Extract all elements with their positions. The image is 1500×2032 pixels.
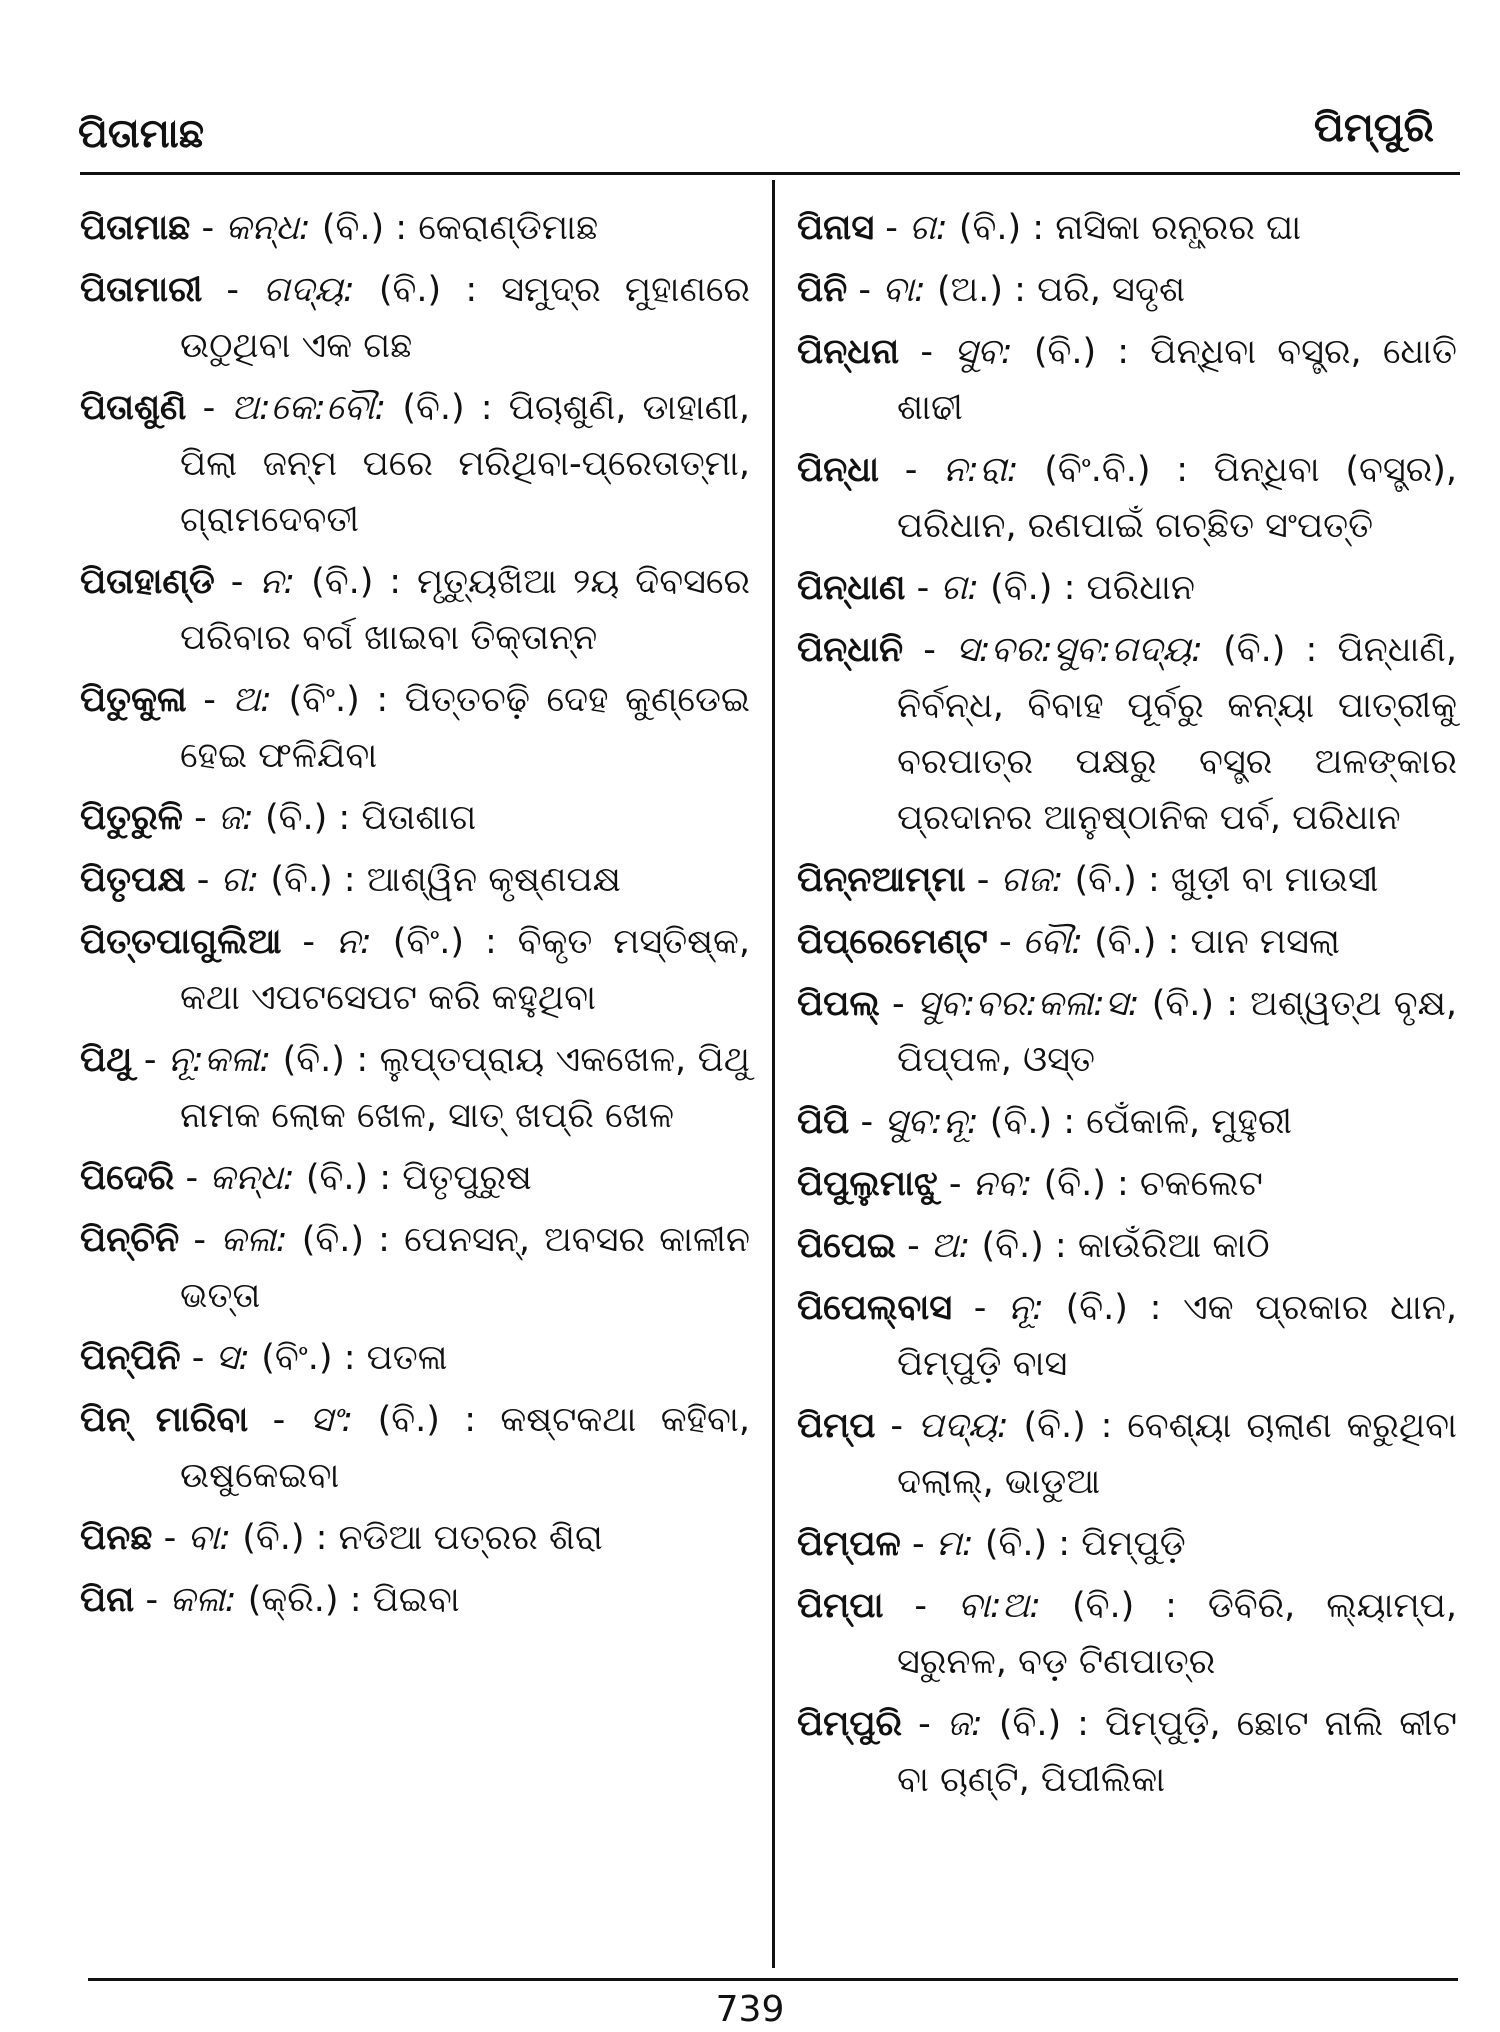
dictionary-entry: ପିନ୍ନଆମ୍ମା - ଗଜ: (ବି.) : ଖୁଡ଼ୀ ବା ମାଉସୀ bbox=[797, 860, 1379, 900]
meaning: ପରିଧାନ bbox=[1086, 568, 1196, 608]
headword: ପିନ୍ନଆମ୍ମା bbox=[797, 860, 966, 900]
region-abbreviation: ଅ: bbox=[930, 1226, 971, 1266]
header-right-guide-word: ପିମ୍ପୁରି bbox=[1313, 105, 1434, 151]
meaning: ଡିବିରି, ଲ୍ୟାମ୍ପ, ସରୁନଳ, ବଡ଼ ଟିଣପାତ୍ର bbox=[897, 1586, 1457, 1682]
dictionary-entry: ପିପେଲ୍‌ବାସ - ନୂ: (ବି.) : ଏକ ପ୍ରକାର ଧାନ, ପିମ୍ପୁଡ଼ି ବାସ bbox=[797, 1288, 1457, 1384]
meaning: ଚକଲେଟ bbox=[1139, 1164, 1263, 1204]
dictionary-entry: ପିନା - କଳା: (କ୍ରି.) : ପିଇବା bbox=[80, 1580, 460, 1620]
region-abbreviation: ଗ: bbox=[940, 568, 980, 608]
dictionary-entry: ପିନି - ବା: (ଅ.) : ପରି, ସଦୃଶ bbox=[797, 270, 1185, 310]
dictionary-entry: ପିଥୁ - ନୂ:କଳା: (ବି.) : ଲୁପ୍ତପ୍ରାୟ ଏକଖେଳ, ପିଥୁ ନାମକ ଲୋକ ଖେଳ, ସାତ୍ ଖପ୍ରି ଖେଳ bbox=[80, 1040, 750, 1136]
dictionary-entry: ପିପି - ସୁବ:ନୂ: (ବି.) : ପେଁକାଳି, ମୁହୁରୀ bbox=[797, 1102, 1292, 1142]
page-number: 739 bbox=[715, 1989, 785, 2030]
meaning: ପିନ୍ଧିବା (ବସ୍ତ୍ର), ପରିଧାନ, ରଣପାଇଁ ଗଚ୍ଛିତ ସଂପତ୍ତି bbox=[897, 450, 1457, 546]
headword: ପିନଛ bbox=[80, 1518, 153, 1558]
region-abbreviation: କଳା: bbox=[220, 1220, 288, 1260]
headword: ପିମ୍ପ bbox=[797, 1406, 876, 1446]
meaning: ପିମ୍ପୁଡ଼ି bbox=[1081, 1524, 1186, 1564]
dictionary-entry: ପିନଛ - ବା: (ବି.) : ନଡିଆ ପତ୍ରର ଶିରା bbox=[80, 1518, 603, 1558]
meaning: ପିତ୍ତଚଢ଼ି ଦେହ କୁଣ୍ଡେଇ ହେଇ ଫଳିଯିବା bbox=[180, 680, 750, 776]
part-of-speech: (ବିଂ.ବି.) bbox=[1044, 450, 1151, 490]
dictionary-entry: ପିଦେରି - କନ୍ଧ: (ବି.) : ପିତୃପୁରୁଷ bbox=[80, 1158, 532, 1198]
part-of-speech: (ବି.) bbox=[378, 270, 442, 310]
region-abbreviation: ମ: bbox=[935, 1524, 974, 1564]
headword: ପିପେଲ୍‌ବାସ bbox=[797, 1288, 953, 1328]
dictionary-entry: ପିନ୍‌ପିନି - ସ: (ବିଂ.) : ପତଳା bbox=[80, 1338, 448, 1378]
part-of-speech: (ବି.) bbox=[282, 1040, 345, 1080]
meaning: ପେନସନ୍, ଅବସର କାଳୀନ ଭତ୍ତା bbox=[180, 1220, 750, 1316]
part-of-speech: (ବି.) bbox=[311, 562, 374, 602]
region-abbreviation: ସୁବ:ନୂ: bbox=[884, 1102, 979, 1142]
headword: ପିନି bbox=[797, 270, 848, 310]
region-abbreviation: ଅ:କେ:ବୌ: bbox=[231, 388, 387, 428]
headword: ପିନ୍ଧା bbox=[797, 450, 879, 490]
part-of-speech: (ଅ.) bbox=[936, 270, 1004, 310]
headword: ପିପୁଲୁମାଝୁ bbox=[797, 1164, 938, 1204]
headword: ପିତ୍ତପାଗୁଲିଆ bbox=[80, 922, 282, 962]
meaning: ପିଚାଶୁଣି, ଡାହାଣୀ, ପିଲା ଜନ୍ମ ପରେ ମରିଥିବା-ପ୍ରେତାତ୍ମା, ଗ୍ରାମଦେବତୀ bbox=[180, 388, 750, 540]
meaning: ପିତୃପୁରୁଷ bbox=[402, 1158, 532, 1198]
part-of-speech: (ବି.) bbox=[1151, 984, 1215, 1024]
header-left-guide-word: ପିତାମାଛ bbox=[78, 111, 205, 157]
meaning: ଖୁଡ଼ୀ ବା ମାଉସୀ bbox=[1170, 860, 1379, 900]
dictionary-entry: ପିତାହାଣ୍ଡି - ନ: (ବି.) : ମୃତ୍ୟୁଖିଆ ୨ୟ ଦିବସରେ ପରିବାର ବର୍ଗ ଖାଇବା ତିକ୍ତାନ୍ନ bbox=[80, 562, 750, 658]
headword: ପିନ୍ଧାଣ bbox=[797, 568, 906, 608]
meaning: ପିନ୍ଧାଣି, ନିର୍ବନ୍ଧ, ବିବାହ ପୂର୍ବରୁ କନ୍ୟା ପାତ୍ରୀକୁ ବରପାତ୍ର ପକ୍ଷରୁ ବସ୍ତ୍ର ଅଳଙ୍କାର ପ୍ରଦାନର ଆନୁଷ୍ଠାନିକ ପର୍ବ, ପରିଧାନ bbox=[897, 630, 1457, 838]
region-abbreviation: ନ:ରା: bbox=[943, 450, 1019, 490]
part-of-speech: (ବି.) bbox=[1043, 1164, 1106, 1204]
region-abbreviation: କନ୍ଧ: bbox=[209, 1158, 295, 1198]
meaning: ନାସିକା ରନ୍ଧ୍ରର ଘା bbox=[1055, 208, 1302, 248]
part-of-speech: (ବି.) bbox=[305, 1158, 369, 1198]
part-of-speech: (ବିଂ.) bbox=[288, 680, 360, 720]
part-of-speech: (ବି.) bbox=[242, 1518, 305, 1558]
headword: ପିତୁକୁଳା bbox=[80, 680, 187, 720]
region-abbreviation: ନୂ: bbox=[1008, 1288, 1044, 1328]
headword: ପିନ୍ଧନା bbox=[797, 332, 900, 372]
headword: ପିମ୍ପଳ bbox=[797, 1524, 901, 1564]
region-abbreviation: ନୂ:କଳା: bbox=[167, 1040, 272, 1080]
headword: ପିତାମାଛ bbox=[80, 208, 191, 248]
part-of-speech: (ବି.) bbox=[270, 860, 333, 900]
meaning: ପରି, ସଦୃଶ bbox=[1037, 270, 1185, 310]
part-of-speech: (ବିଂ.) bbox=[392, 922, 465, 962]
meaning: ମୃତ୍ୟୁଖିଆ ୨ୟ ଦିବସରେ ପରିବାର ବର୍ଗ ଖାଇବା ତିକ୍ତାନ୍ନ bbox=[180, 562, 750, 658]
part-of-speech: (ବି.) bbox=[990, 568, 1053, 608]
dictionary-entry: ପିନ୍‌ଚିନି - କଳା: (ବି.) : ପେନସନ୍, ଅବସର କାଳୀନ ଭତ୍ତା bbox=[80, 1220, 750, 1316]
dictionary-entry: ପିନ୍ଧାନି - ସ:ବର:ସୁବ:ଗଦ୍ୟ: (ବି.) : ପିନ୍ଧାଣି, ନିର୍ବନ୍ଧ, ବିବାହ ପୂର୍ବରୁ କନ୍ୟା ପାତ୍ରୀକୁ ବରପାତ୍ର ପକ୍ଷରୁ ବସ୍ତ୍ର ଅଳଙ୍କାର ପ୍ରଦାନର ଆନୁଷ୍ଠାନିକ ପର୍ବ, ପରିଧାନ bbox=[797, 630, 1457, 838]
dictionary-entry: ପିତୁରୁଳି - ଜ: (ବି.) : ପିତାଶାଗ bbox=[80, 798, 477, 838]
top-rule bbox=[80, 172, 1460, 175]
meaning: ସମୁଦ୍ର ମୁହାଣରେ ଉଠୁଥିବା ଏକ ଗଛ bbox=[180, 270, 750, 366]
headword: ପିନା bbox=[80, 1580, 135, 1620]
headword: ପିନ୍‌ପିନି bbox=[80, 1338, 181, 1378]
headword: ପିପ୍‌ରେମେଣ୍ଟ bbox=[797, 922, 988, 962]
headword: ପିନ୍ଧାନି bbox=[797, 630, 904, 670]
region-abbreviation: ଜ: bbox=[217, 798, 254, 838]
dictionary-entry: ପିପେଇ - ଅ: (ବି.) : କାଉଁରିଆ କାଠି bbox=[797, 1226, 1270, 1266]
headword: ପିପଲ୍ bbox=[797, 984, 880, 1024]
dictionary-entry: ପିମ୍ପଳ - ମ: (ବି.) : ପିମ୍ପୁଡ଼ି bbox=[797, 1524, 1186, 1564]
meaning: ପେଁକାଳି, ମୁହୁରୀ bbox=[1086, 1102, 1292, 1142]
headword: ପିତାହାଣ୍ଡି bbox=[80, 562, 215, 602]
headword: ପିଥୁ bbox=[80, 1040, 133, 1080]
headword: ପିମ୍ପା bbox=[797, 1586, 884, 1626]
region-abbreviation: ସଂ: bbox=[309, 1400, 354, 1440]
bottom-rule bbox=[88, 1978, 1458, 1981]
headword: ପିପି bbox=[797, 1102, 850, 1142]
meaning: ଆଶ୍ୱିନ କୃଷ୍ଣପକ୍ଷ bbox=[366, 860, 621, 900]
dictionary-entry: ପିତ୍ତପାଗୁଲିଆ - ନ: (ବିଂ.) : ବିକୃତ ମସ୍ତିଷ୍କ, କଥା ଏପଟସେପଟ କରି କହୁଥିବା bbox=[80, 922, 751, 1018]
region-abbreviation: ନବ: bbox=[972, 1164, 1033, 1204]
headword: ପିତୁରୁଳି bbox=[80, 798, 183, 838]
part-of-speech: (ବିଂ.) bbox=[261, 1338, 333, 1378]
part-of-speech: (ବି.) bbox=[981, 1226, 1044, 1266]
dictionary-entry: ପିନ୍ଧା - ନ:ରା: (ବିଂ.ବି.) : ପିନ୍ଧିବା (ବସ୍ତ୍ର), ପରିଧାନ, ରଣପାଇଁ ଗଚ୍ଛିତ ସଂପତ୍ତି bbox=[797, 450, 1457, 546]
region-abbreviation: ପଦ୍ୟ: bbox=[917, 1406, 1009, 1446]
dictionary-entry: ପିମ୍ପା - ବା:ଅ: (ବି.) : ଡିବିରି, ଲ୍ୟାମ୍ପ, ସରୁନଳ, ବଡ଼ ଟିଣପାତ୍ର bbox=[797, 1586, 1457, 1682]
part-of-speech: (ବି.) bbox=[958, 208, 1022, 248]
part-of-speech: (ବି.) bbox=[1074, 860, 1137, 900]
region-abbreviation: ସ:ବର:ସୁବ:ଗଦ୍ୟ: bbox=[956, 630, 1203, 670]
region-abbreviation: ସ: bbox=[215, 1338, 251, 1378]
region-abbreviation: ନ: bbox=[335, 922, 372, 962]
part-of-speech: (ବି.) bbox=[984, 1524, 1048, 1564]
part-of-speech: (ବି.) bbox=[1094, 922, 1157, 962]
part-of-speech: (ବି.) bbox=[1065, 1288, 1128, 1328]
dictionary-entry: ପିନ୍ ମାରିବା - ସଂ: (ବି.) : କଷ୍ଟକଥା କହିବା, ଉଷୁକେଇବା bbox=[80, 1400, 750, 1496]
region-abbreviation: ସୁବ: bbox=[954, 332, 1013, 372]
meaning: କେରାଣ୍ଡିମାଛ bbox=[418, 208, 599, 248]
dictionary-entry: ପିମ୍ପ - ପଦ୍ୟ: (ବି.) : ବେଶ୍ୟା ଚାଲାଣ କରୁଥିବା ଦଲାଲ୍, ଭାଡୁଆ bbox=[797, 1406, 1457, 1502]
column-divider bbox=[772, 180, 775, 1968]
region-abbreviation: ଜ: bbox=[946, 1704, 983, 1744]
meaning: ଅଶ୍ୱତ୍‌ଥ ବୃକ୍ଷ, ପିପ୍‌ପଳ, ଓସ୍ତ bbox=[897, 984, 1457, 1080]
headword: ପିତାମାରୀ bbox=[80, 270, 203, 310]
region-abbreviation: କନ୍ଧ: bbox=[225, 208, 311, 248]
dictionary-entry: ପିତାଶୁଣି - ଅ:କେ:ବୌ: (ବି.) : ପିଚାଶୁଣି, ଡାହାଣୀ, ପିଲା ଜନ୍ମ ପରେ ମରିଥିବା-ପ୍ରେତାତ୍ମା, ଗ୍ରାମଦେବତୀ bbox=[80, 388, 750, 540]
dictionary-entry: ପିତୃପକ୍ଷ - ଗ: (ବି.) : ଆଶ୍ୱିନ କୃଷ୍ଣପକ୍ଷ bbox=[80, 860, 621, 900]
region-abbreviation: ଅ: bbox=[232, 680, 272, 720]
meaning: ବିକୃତ ମସ୍ତିଷ୍କ, କଥା ଏପଟସେପଟ କରି କହୁଥିବା bbox=[180, 922, 751, 1018]
dictionary-entry: ପିତୁକୁଳା - ଅ: (ବିଂ.) : ପିତ୍ତଚଢ଼ି ଦେହ କୁଣ୍ଡେଇ ହେଇ ଫଳିଯିବା bbox=[80, 680, 750, 776]
dictionary-entry: ପିପଲ୍ - ସୁବ:ବର:କଳା:ସ: (ବି.) : ଅଶ୍ୱତ୍‌ଥ ବୃକ୍ଷ, ପିପ୍‌ପଳ, ଓସ୍ତ bbox=[797, 984, 1457, 1080]
meaning: କଷ୍ଟକଥା କହିବା, ଉଷୁକେଇବା bbox=[180, 1400, 750, 1496]
part-of-speech: (ବି.) bbox=[321, 208, 385, 248]
right-column bbox=[797, 200, 1457, 1814]
headword: ପିନ୍‌ଚିନି bbox=[80, 1220, 180, 1260]
region-abbreviation: ସୁବ:ବର:କଳା:ସ: bbox=[916, 984, 1140, 1024]
region-abbreviation: ବା: bbox=[187, 1518, 232, 1558]
headword: ପିନାସ bbox=[797, 208, 875, 248]
part-of-speech: (କ୍ରି.) bbox=[247, 1580, 339, 1620]
part-of-speech: (ବି.) bbox=[264, 798, 328, 838]
region-abbreviation: କଳା: bbox=[169, 1580, 237, 1620]
part-of-speech: (ବି.) bbox=[377, 1400, 440, 1440]
meaning: ପିନ୍ଧିବା ବସ୍ତ୍ର, ଧୋତି ଶାଢୀ bbox=[897, 332, 1457, 428]
part-of-speech: (ବି.) bbox=[1023, 1406, 1086, 1446]
headword: ପିଦେରି bbox=[80, 1158, 175, 1198]
part-of-speech: (ବି.) bbox=[1033, 332, 1097, 372]
region-abbreviation: ଗଦ୍ୟ: bbox=[263, 270, 355, 310]
part-of-speech: (ବି.) bbox=[1071, 1586, 1135, 1626]
part-of-speech: (ବି.) bbox=[1223, 630, 1286, 670]
dictionary-entry: ପିପ୍‌ରେମେଣ୍ଟ - ବୌ: (ବି.) : ପାନ ମସଲା bbox=[797, 922, 1340, 962]
region-abbreviation: ବା:ଅ: bbox=[957, 1586, 1042, 1626]
part-of-speech: (ବି.) bbox=[998, 1704, 1062, 1744]
region-abbreviation: ବୌ: bbox=[1022, 922, 1083, 962]
meaning: ଲୁପ୍ତପ୍ରାୟ ଏକଖେଳ, ପିଥୁ ନାମକ ଲୋକ ଖେଳ, ସାତ୍ ଖପ୍ରି ଖେଳ bbox=[180, 1040, 750, 1136]
region-abbreviation: ଗ: bbox=[220, 860, 260, 900]
meaning: ପିତାଶାଗ bbox=[361, 798, 477, 838]
region-abbreviation: ନ: bbox=[259, 562, 296, 602]
dictionary-entry: ପିନ୍ଧନା - ସୁବ: (ବି.) : ପିନ୍ଧିବା ବସ୍ତ୍ର, ଧୋତି ଶାଢୀ bbox=[797, 332, 1457, 428]
headword: ପିନ୍ ମାରିବା bbox=[80, 1400, 249, 1440]
left-column bbox=[80, 200, 750, 1634]
meaning: କାଉଁରିଆ କାଠି bbox=[1077, 1226, 1270, 1266]
headword: ପିତୃପକ୍ଷ bbox=[80, 860, 186, 900]
meaning: ଏକ ପ୍ରକାର ଧାନ, ପିମ୍ପୁଡ଼ି ବାସ bbox=[897, 1288, 1457, 1384]
part-of-speech: (ବି.) bbox=[301, 1220, 365, 1260]
dictionary-entry: ପିତାମାରୀ - ଗଦ୍ୟ: (ବି.) : ସମୁଦ୍ର ମୁହାଣରେ ଉଠୁଥିବା ଏକ ଗଛ bbox=[80, 270, 750, 366]
headword: ପିମ୍ପୁରି bbox=[797, 1704, 903, 1744]
meaning: ପିଇବା bbox=[372, 1580, 460, 1620]
dictionary-entry: ପିତାମାଛ - କନ୍ଧ: (ବି.) : କେରାଣ୍ଡିମାଛ bbox=[80, 208, 599, 248]
part-of-speech: (ବି.) bbox=[989, 1102, 1053, 1142]
dictionary-entry: ପିନ୍ଧାଣ - ଗ: (ବି.) : ପରିଧାନ bbox=[797, 568, 1196, 608]
region-abbreviation: ଗଜ: bbox=[1000, 860, 1064, 900]
dictionary-entry: ପିନାସ - ଗ: (ବି.) : ନାସିକା ରନ୍ଧ୍ରର ଘା bbox=[797, 208, 1302, 248]
meaning: ପିମ୍ପୁଡ଼ି, ଛୋଟ ନାଲି କୀଟ ବା ଚାଣ୍ଟି, ପିପୀଲିକା bbox=[897, 1704, 1457, 1800]
dictionary-entry: ପିପୁଲୁମାଝୁ - ନବ: (ବି.) : ଚକଲେଟ bbox=[797, 1164, 1263, 1204]
headword: ପିତାଶୁଣି bbox=[80, 388, 187, 428]
region-abbreviation: ଗ: bbox=[909, 208, 948, 248]
region-abbreviation: ବା: bbox=[882, 270, 926, 310]
headword: ପିପେଇ bbox=[797, 1226, 897, 1266]
meaning: ବେଶ୍ୟା ଚାଲାଣ କରୁଥିବା ଦଲାଲ୍, ଭାଡୁଆ bbox=[897, 1406, 1457, 1502]
dictionary-entry: ପିମ୍ପୁରି - ଜ: (ବି.) : ପିମ୍ପୁଡ଼ି, ଛୋଟ ନାଲି କୀଟ ବା ଚାଣ୍ଟି, ପିପୀଲିକା bbox=[797, 1704, 1457, 1800]
meaning: ନଡିଆ ପତ୍ରର ଶିରା bbox=[338, 1518, 603, 1558]
meaning: ପତଳା bbox=[366, 1338, 448, 1378]
meaning: ପାନ ମସଲା bbox=[1190, 922, 1340, 962]
part-of-speech: (ବି.) bbox=[402, 388, 465, 428]
